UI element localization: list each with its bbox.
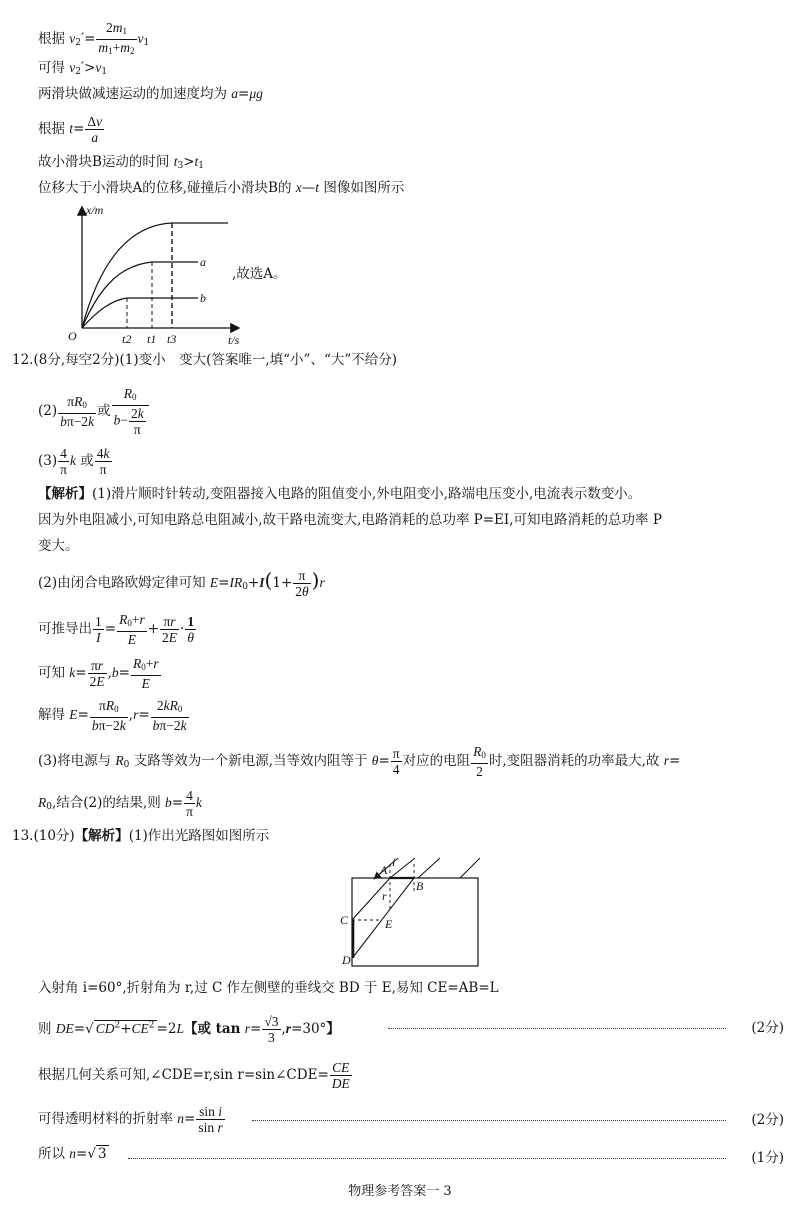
q12-header: 12.(8分,每空2分)(1)变小 变大(答案唯一,填“小”、“大”不给分) [12,352,398,368]
score-line-2: (2分) [751,1020,784,1036]
graph-curve-a [82,262,198,328]
label-C: C [340,913,349,927]
q11-line-acceleration: 两滑块做减速运动的加速度均为 a=μg [38,86,263,102]
q11-line-momentum: 根据 $v_2'=$ $\frac{2m_1}{m_1+m_2}$ $v_1$ [38,20,149,59]
dots-1 [388,1028,726,1029]
graph-origin: O [68,329,77,343]
label-r: r [382,889,387,903]
graph-label-t2: t2 [122,332,132,346]
label-A: A [380,863,388,877]
q12-answer-2: (2) $\frac{\pi R_0}{b\pi-2k}$ 或 $R_0$ b− $\frac{2k}{\pi}$ [38,386,150,437]
dots-2 [252,1120,726,1121]
incident-ray-4 [460,858,480,878]
q11-conclusion: ,故选A。 [232,266,287,282]
q12-analysis-7: (3)将电源与 $R_0$ 支路等效为一个新电源,当等效内阻等于 θ= $\frac{\pi}{4}$ 对应的电阻 $\frac{R_0}{2}$ 时,变阻器消耗的功率最大,故 r= [38,744,681,779]
q12-analysis-8: $R_0$,结合(2)的结果,则 b= $\frac{4}{\pi}$ k [38,788,202,819]
incident-ray-3 [418,858,440,878]
q13-line-3: 根据几何关系可知,∠CDE=r,sin r=sin∠CDE= $\frac{CE}{DE}$ [38,1060,350,1091]
q13-header: 13.(10分)【解析】(1)作出光路图如图所示 [12,828,270,844]
graph-curve-b [82,298,198,328]
q11-xt-graph [60,200,260,348]
q11-line-t3: 故小滑块B运动的时间 $t_3>t_1$ [38,154,205,171]
label-D: D [342,953,351,967]
graph-label-t3: t3 [167,332,177,346]
label-i: i [392,855,396,869]
score-line-5: (1分) [751,1150,784,1166]
q12-analysis-5: 可知 k= $\frac{\pi r}{2E}$ ,b= $\frac{R_0+r}{E}$ [38,656,159,691]
q12-analysis-2a: 因为外电阻减小,可知电路总电阻减小,故干路电流变大,电路消耗的总功率 P=EI,可知电路消耗的总功率 P [38,512,662,528]
q13-line-4: 可得透明材料的折射率 n= $\frac{\text{sin i}}{\text{sin r}}$ [38,1104,223,1135]
label-E: E [385,917,393,931]
graph-label-b: b [200,291,206,305]
q12-analysis-3: (2)由闭合电路欧姆定律可知 $E=IR_0+I(1+$ $\frac{\pi}{2\theta}$ )r [38,568,325,599]
q11-line-displacement: 位移大于小滑块A的位移,碰撞后小滑块B的 x—t 图像如图所示 [38,180,405,196]
q13-line-2: 则 DE=√ $CD^2+CE^2 =2L$【或 tan r= $\frac{√3}{3}$ ,r=30°】 [38,1014,340,1045]
q11-line-compare: 可得 $v_2'>v_1$ [38,60,108,77]
q12-analysis-2b: 变大。 [38,538,79,554]
label-B: B [416,879,424,893]
graph-ylabel: x/m [86,203,104,217]
q12-analysis-6: 解得 E= $\frac{\pi R_0}{b\pi-2k}$ ,r= $\frac{2kR_0}{b\pi-2k}$ [38,698,187,733]
q11-line-time: 根据 t= $\frac{\Delta v}{a}$ [38,114,103,145]
graph-xlabel: t/s [228,333,240,347]
graph-label-a: a [200,255,206,269]
block-outline [352,878,478,966]
q12-analysis-4: 可推导出 $\frac{1}{I}$ = $\frac{R_0+r}{E}$ + $\frac{\pi r}{2E}$ · $\frac{1}{\theta}$ [38,612,195,647]
q12-answer-3: (3) $\frac{4}{\pi}$ k 或 $\frac{4k}{\pi}$ [38,446,110,477]
q13-line-1: 入射角 i=60°,折射角为 r,过 C 作左侧壁的垂线交 BD 于 E,易知 CE=AB=L [38,980,499,996]
q13-light-path-diagram [330,852,490,972]
score-line-4: (2分) [751,1112,784,1128]
graph-label-t1: t1 [147,332,157,346]
dots-3 [128,1158,726,1159]
page-footer: 物理参考答案一 3 [348,1184,452,1199]
graph-curve-top [82,223,228,328]
q13-line-5: 所以 n=√ 3 [38,1146,107,1162]
q12-analysis-1: 【解析】(1)滑片顺时针转动,变阻器接入电路的阻值变小,外电阻变小,路端电压变小,电流表示数变小。 [38,486,642,502]
